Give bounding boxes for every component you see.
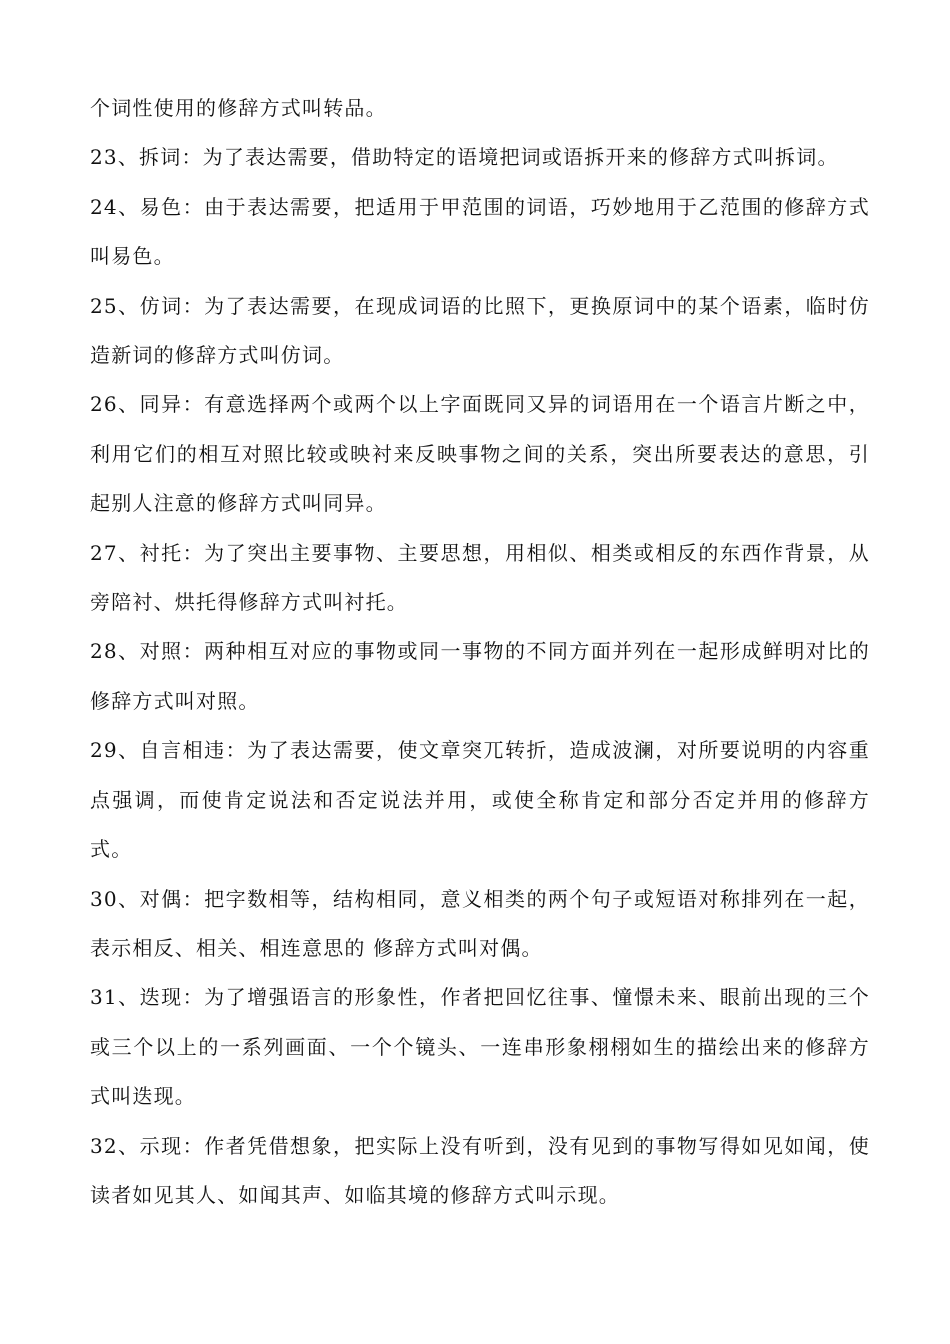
paragraph-continuation: 个词性使用的修辞方式叫转品。 bbox=[90, 96, 387, 120]
paragraph-item-32: 32、示现：作者凭借想象，把实际上没有听到，没有见到的事物写得如见如闻，使读者如见其人、如闻其声、如临其境的修辞方式叫示现。 bbox=[90, 1133, 870, 1207]
paragraph-item-30: 30、对偶：把字数相等，结构相同，意义相类的两个句子或短语对称排列在一起，表示相反、相关、相连意思的 修辞方式叫对偶。 bbox=[90, 886, 870, 960]
paragraph-item-23: 23、拆词：为了表达需要，借助特定的语境把词或语拆开来的修辞方式叫拆词。 bbox=[90, 145, 839, 170]
paragraph-item-28: 28、对照：两种相互对应的事物或同一事物的不同方面并列在一起形成鲜明对比的修辞方式叫对照。 bbox=[90, 639, 870, 713]
document-body bbox=[90, 84, 870, 1220]
paragraph-item-24: 24、易色：由于表达需要，把适用于甲范围的词语，巧妙地用于乙范围的修辞方式叫易色。 bbox=[90, 194, 870, 269]
paragraph-item-26: 26、同异：有意选择两个或两个以上字面既同又异的词语用在一个语言片断之中，利用它们的相互对照比较或映衬来反映事物之间的关系，突出所要表达的意思，引起别人注意的修辞方式叫同异。 bbox=[90, 392, 870, 516]
paragraph-item-25: 25、仿词：为了表达需要，在现成词语的比照下，更换原词中的某个语素，临时仿造新词的修辞方式叫仿词。 bbox=[90, 293, 870, 368]
paragraph-item-31: 31、迭现：为了增强语言的形象性，作者把回忆往事、憧憬未来、眼前出现的三个或三个以上的一系列画面、一个个镜头、一连串形象栩栩如生的描绘出来的修辞方式叫迭现。 bbox=[90, 985, 870, 1109]
paragraph-item-27: 27、衬托：为了突出主要事物、主要思想，用相似、相类或相反的东西作背景，从旁陪衬、烘托得修辞方式叫衬托。 bbox=[90, 540, 870, 615]
paragraph-item-29: 29、自言相违：为了表达需要，使文章突兀转折，造成波澜，对所要说明的内容重点强调，而使肯定说法和否定说法并用，或使全称肯定和部分否定并用的修辞方式。 bbox=[90, 738, 870, 862]
